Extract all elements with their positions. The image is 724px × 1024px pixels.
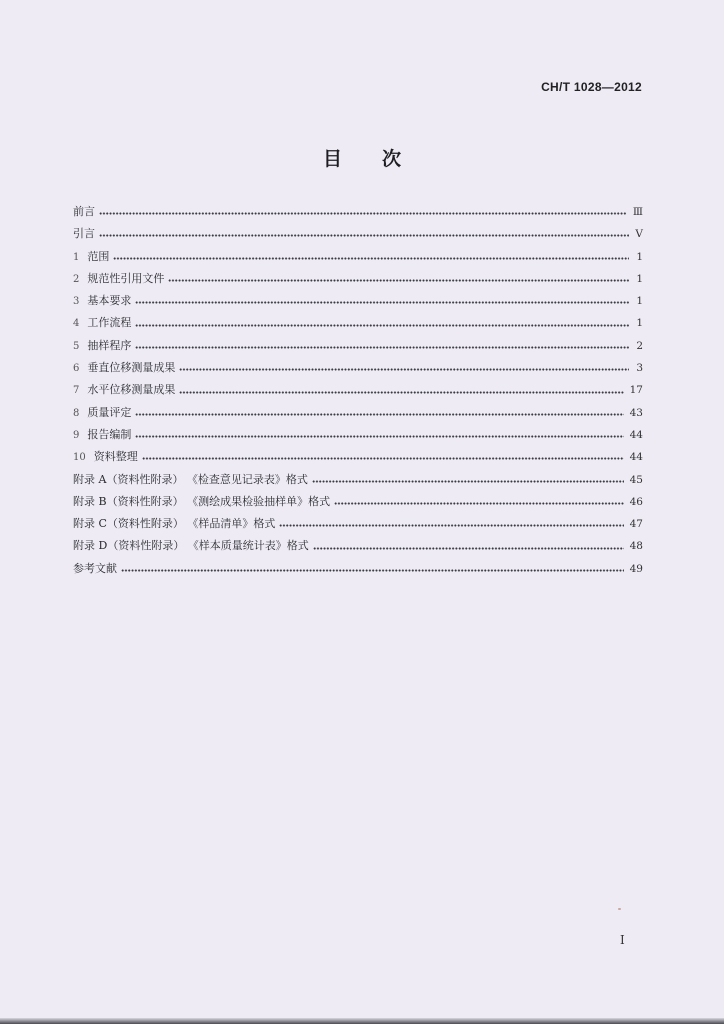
toc-entry-number: 7 — [73, 385, 80, 397]
toc-entry[interactable] — [73, 312, 643, 334]
toc-entry[interactable] — [73, 246, 643, 268]
toc-entry-page: 44 — [629, 428, 643, 441]
toc-entry-page: 49 — [629, 562, 643, 575]
toc-entry-number: 6 — [73, 363, 80, 375]
toc-entry-text: 质量评定 — [87, 405, 132, 419]
toc-entry-text: 抽样程序 — [87, 338, 132, 352]
table-of-contents — [73, 201, 643, 580]
toc-entry-text: 工作流程 — [87, 316, 132, 330]
dot-leader — [135, 410, 623, 418]
toc-entry[interactable] — [73, 446, 643, 468]
toc-entry-text: 基本要求 — [87, 294, 132, 308]
toc-entry[interactable] — [73, 335, 643, 357]
page-number: I — [620, 933, 625, 947]
toc-entry-page: 47 — [629, 518, 643, 531]
toc-entry-text: 垂直位移测量成果 — [87, 361, 176, 375]
toc-entry-text: 附录 A（资料性附录） 《检查意见记录表》格式 — [73, 472, 308, 486]
toc-entry-page: 46 — [629, 495, 643, 508]
toc-entry[interactable] — [73, 290, 643, 312]
toc-entry-label — [73, 335, 135, 358]
dot-leader — [279, 522, 623, 530]
toc-entry-page: 2 — [636, 339, 643, 352]
dot-leader — [99, 232, 629, 240]
scan-edge — [0, 1018, 724, 1024]
toc-entry-number: 3 — [73, 296, 80, 308]
toc-entry-page: Ⅴ — [635, 228, 643, 241]
toc-entry[interactable] — [73, 379, 643, 401]
toc-entry-label — [73, 201, 99, 223]
toc-entry[interactable] — [73, 223, 643, 245]
paper-speck — [618, 908, 621, 910]
toc-entry-number: 10 — [73, 452, 86, 464]
toc-entry-number: 2 — [73, 273, 80, 285]
toc-entry[interactable] — [73, 402, 643, 424]
toc-entry-page: 3 — [636, 362, 643, 375]
toc-entry-text: 范围 — [87, 249, 110, 263]
toc-entry-label — [73, 268, 168, 291]
standard-code: CH/T 1028—2012 — [541, 80, 642, 94]
toc-entry-label — [73, 469, 312, 491]
dot-leader — [312, 477, 624, 485]
toc-entry-label — [73, 312, 135, 335]
toc-entry[interactable] — [73, 535, 643, 557]
toc-entry[interactable] — [73, 268, 643, 290]
toc-entry-page: 48 — [629, 540, 643, 553]
toc-title: 目次 — [322, 148, 441, 170]
toc-entry-page: 17 — [629, 384, 643, 397]
toc-entry-label — [73, 535, 313, 557]
toc-entry-label — [73, 424, 135, 447]
toc-entry-label — [73, 357, 179, 380]
toc-entry-number: 9 — [73, 429, 80, 441]
toc-entry-text: 前言 — [73, 205, 95, 218]
toc-entry-number: 8 — [73, 407, 80, 419]
toc-entry[interactable] — [73, 491, 643, 513]
dot-leader — [113, 254, 629, 262]
toc-entry-text: 引言 — [73, 227, 95, 241]
dot-leader — [179, 388, 623, 396]
dot-leader — [99, 210, 627, 218]
dot-leader — [121, 566, 624, 574]
dot-leader — [135, 433, 623, 441]
toc-entry[interactable] — [73, 558, 643, 580]
toc-entry-text: 水平位移测量成果 — [87, 383, 176, 397]
toc-entry-label — [73, 290, 135, 313]
toc-entry[interactable] — [73, 513, 643, 535]
toc-entry[interactable] — [73, 469, 643, 491]
toc-entry-page: 1 — [636, 317, 643, 330]
dot-leader — [135, 299, 629, 307]
toc-entry-page: 44 — [629, 451, 643, 464]
toc-entry-number: 5 — [73, 340, 80, 352]
toc-entry-text: 资料整理 — [93, 450, 138, 464]
toc-entry[interactable] — [73, 424, 643, 446]
dot-leader — [168, 277, 629, 285]
toc-entry-number: 4 — [73, 318, 80, 330]
toc-entry-text: 附录 C（资料性附录） 《样品清单》格式 — [73, 517, 276, 531]
dot-leader — [313, 544, 624, 552]
toc-entry-page: Ⅲ — [632, 206, 643, 218]
dot-leader — [142, 455, 624, 463]
toc-entry-label — [73, 513, 279, 535]
toc-entry[interactable] — [73, 201, 643, 223]
toc-entry-number: 1 — [73, 251, 80, 263]
toc-entry-label — [73, 246, 113, 269]
toc-entry-label — [73, 223, 99, 245]
toc-entry-text: 报告编制 — [87, 427, 132, 441]
toc-entry-page: 1 — [636, 272, 643, 285]
dot-leader — [179, 366, 629, 374]
toc-entry-label — [73, 402, 135, 425]
dot-leader — [135, 321, 629, 329]
toc-entry-text: 参考文献 — [73, 561, 117, 575]
dot-leader — [334, 500, 624, 508]
toc-entry-text: 附录 B（资料性附录） 《测绘成果检验抽样单》格式 — [73, 494, 331, 508]
toc-entry-text: 附录 D（资料性附录） 《样本质量统计表》格式 — [73, 539, 309, 553]
toc-entry-label — [73, 379, 179, 402]
dot-leader — [135, 343, 629, 351]
toc-entry-page: 43 — [629, 406, 643, 419]
toc-entry-page: 45 — [629, 473, 643, 486]
toc-entry[interactable] — [73, 357, 643, 379]
toc-entry-label — [73, 558, 121, 580]
toc-entry-label — [73, 446, 142, 469]
toc-entry-text: 规范性引用文件 — [87, 271, 165, 285]
toc-entry-page: 1 — [636, 295, 643, 308]
toc-entry-label — [73, 491, 334, 513]
toc-entry-page: 1 — [636, 250, 643, 263]
